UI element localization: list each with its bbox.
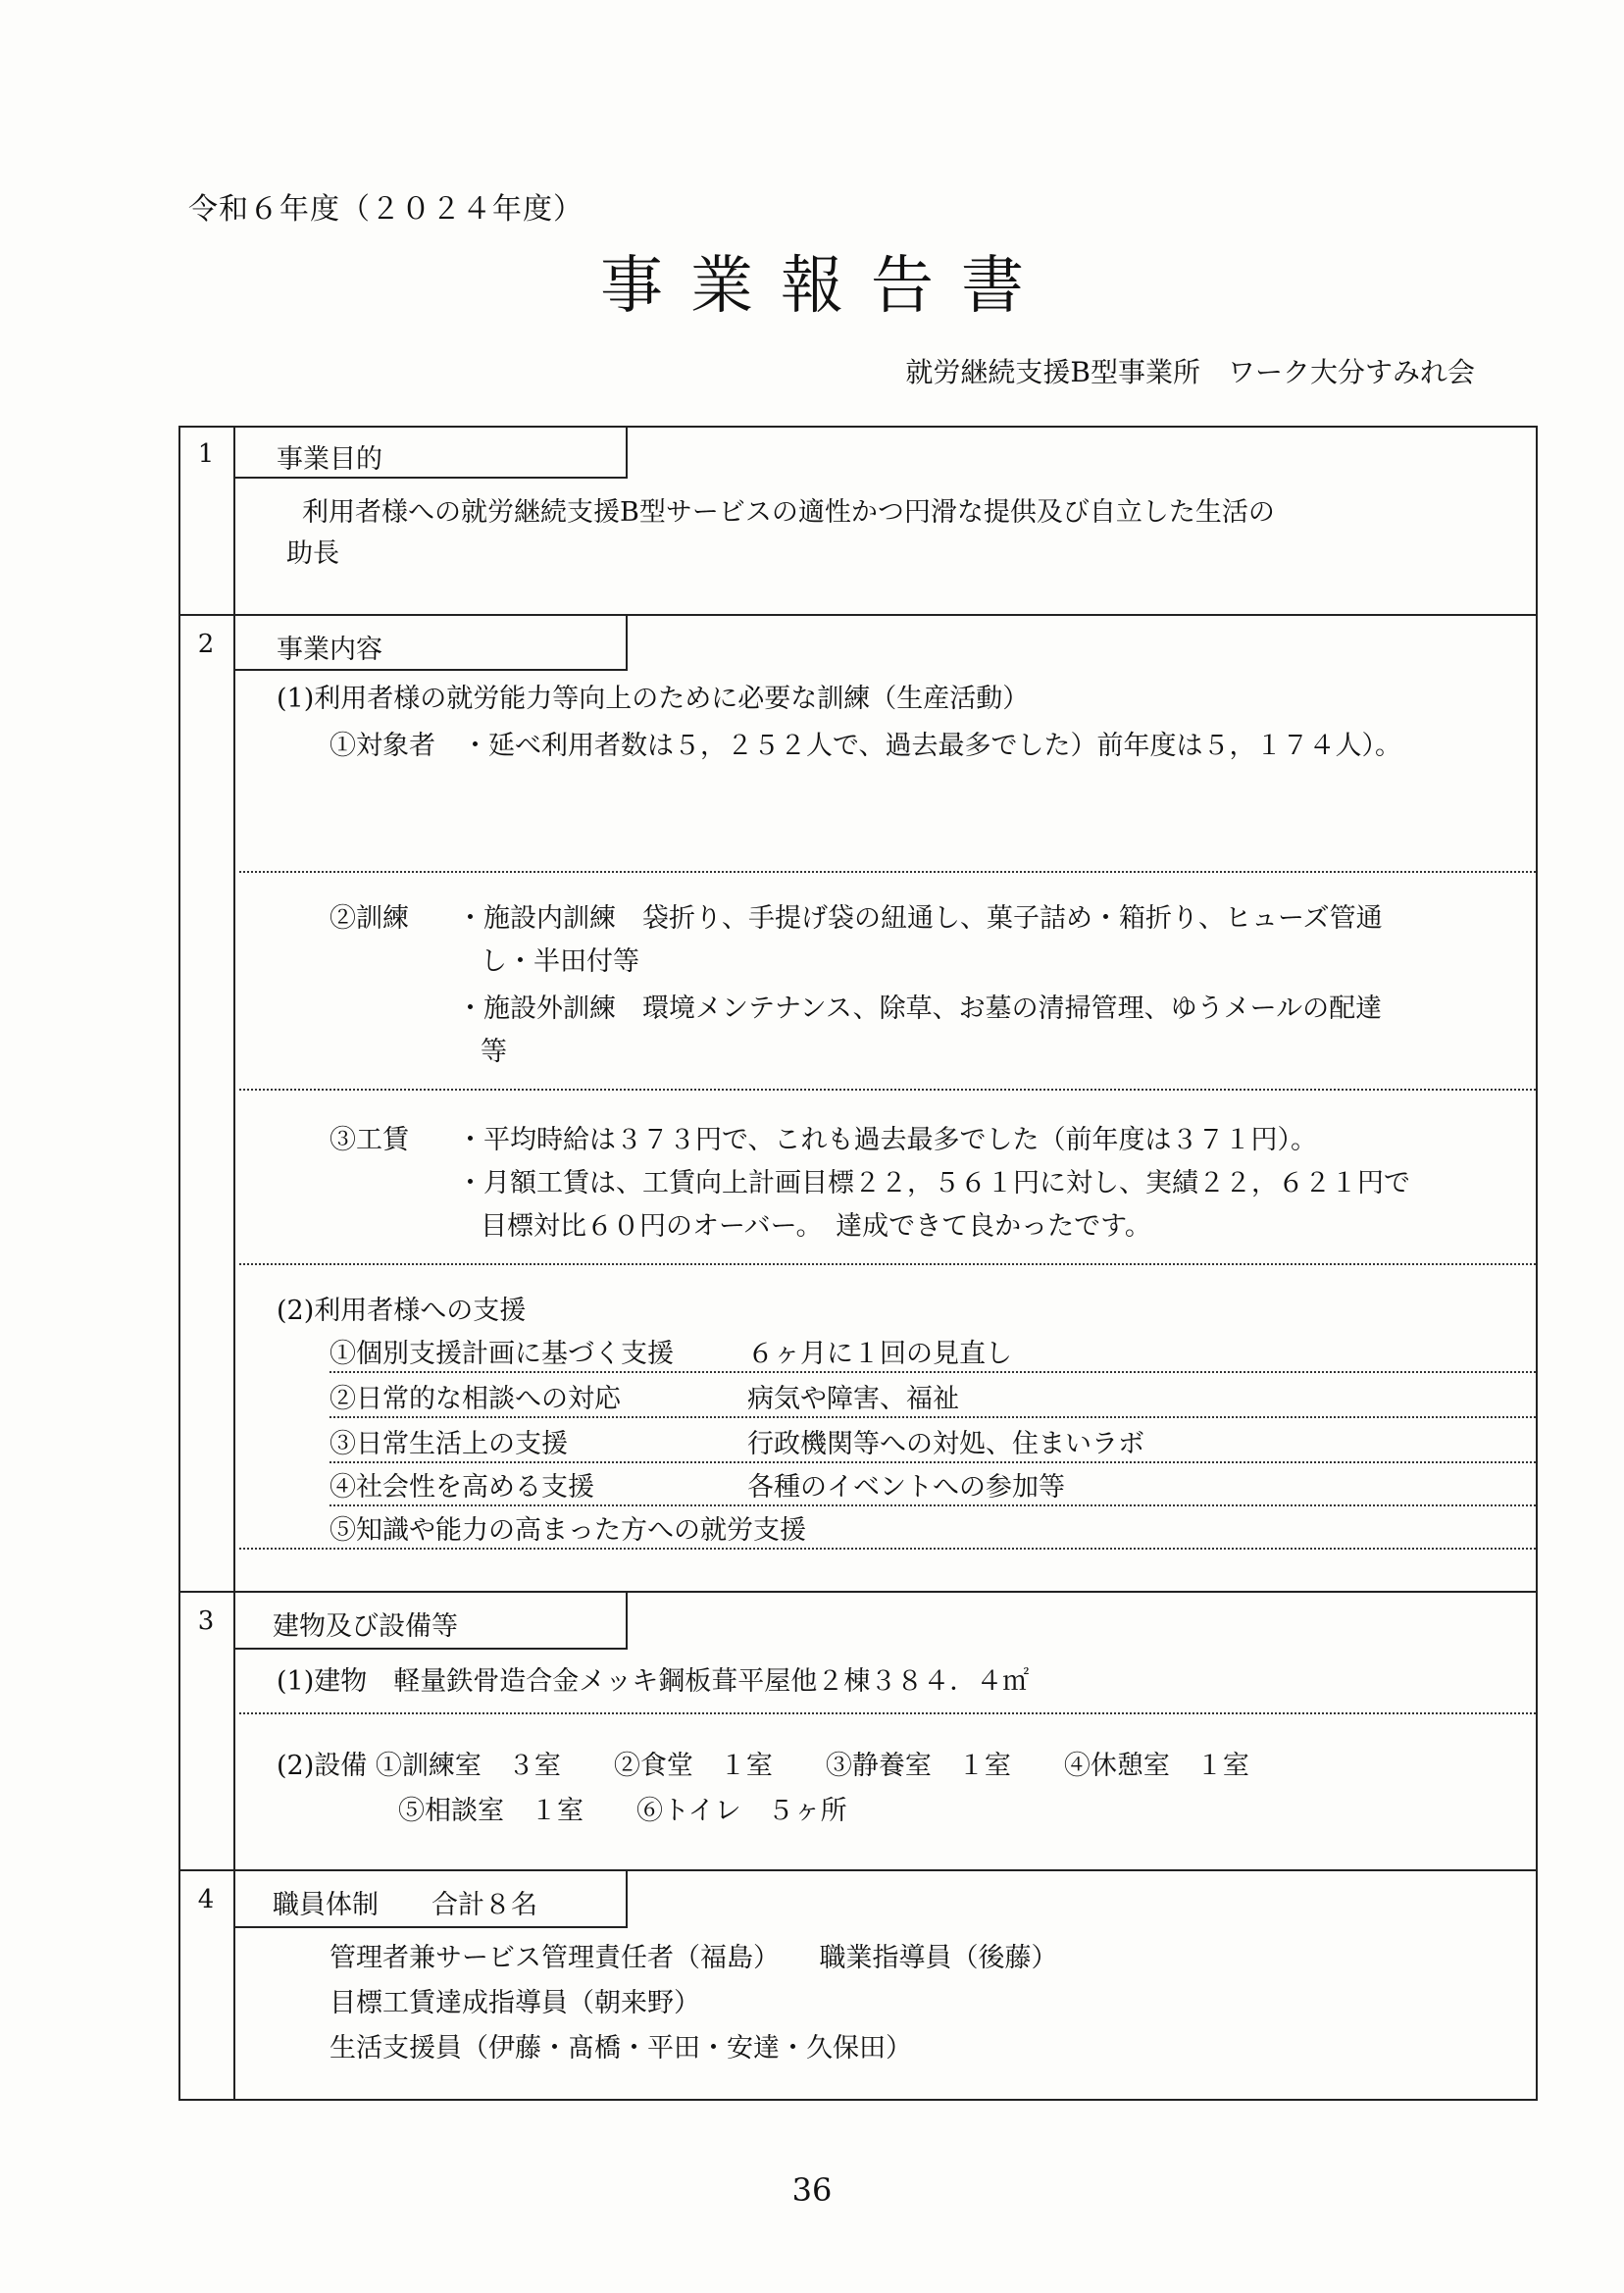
purpose-line: 助長 (286, 538, 339, 569)
dotted-divider (330, 1461, 1536, 1463)
support-detail: 行政機関等への対処、住まいラボ (747, 1429, 1144, 1459)
section-number: 3 (197, 1606, 215, 1636)
training-line: ・施設内訓練 袋折り、手提げ袋の紐通し、菓子詰め・箱折り、ヒューズ管通 (457, 903, 1383, 934)
support-label: ④社会性を高める支援 (330, 1472, 594, 1503)
training-line: ・施設外訓練 環境メンテナンス、除草、お墓の清掃管理、ゆうメールの配達 (457, 994, 1383, 1024)
section-heading: 建物及び設備等 (273, 1611, 458, 1642)
section-heading: 事業目的 (277, 444, 382, 475)
training-label: ②訓練 (330, 903, 409, 934)
support-detail: ６ヶ月に１回の見直し (747, 1339, 1012, 1369)
dotted-divider (330, 1371, 1536, 1373)
support-label: ⑤知識や能力の高まった方への就労支援 (330, 1515, 806, 1546)
target-users-line: ①対象者 ・延べ利用者数は５，２５２人で、過去最多でした）前年度は５，１７４人）。 (330, 731, 1401, 761)
page-number: 36 (791, 2171, 833, 2209)
dotted-divider (239, 871, 1536, 873)
training-line: 等 (481, 1037, 507, 1067)
report-title: 事業報告書 (600, 250, 1051, 323)
support-detail: 病気や障害、福祉 (747, 1384, 959, 1414)
dotted-divider (330, 1504, 1536, 1506)
wage-line: ・平均時給は３７３円で、これも過去最多でした（前年度は３７１円）。 (457, 1125, 1317, 1155)
wage-label: ③工賃 (330, 1125, 409, 1155)
section-heading: 職員体制 合計８名 (273, 1890, 537, 1920)
section-heading: 事業内容 (277, 635, 382, 665)
building-line: (1)建物 軽量鉄骨造合金メッキ鋼板葺平屋他２棟３８４．４㎡ (277, 1666, 1030, 1697)
support-detail: 各種のイベントへの参加等 (747, 1472, 1065, 1503)
organization-name: 就労継続支援B型事業所 ワーク大分すみれ会 (905, 356, 1475, 388)
section-number: 4 (197, 1885, 215, 1914)
staff-line: 生活支援員（伊藤・髙橋・平田・安達・久保田） (330, 2033, 912, 2064)
item-title: (1)利用者様の就労能力等向上のために必要な訓練（生産活動） (277, 684, 1030, 714)
equipment-line: (2)設備 ①訓練室 ３室 ②食堂 １室 ③静養室 １室 ④休憩室 １室 (277, 1751, 1249, 1781)
dotted-divider (239, 1712, 1536, 1714)
staff-line: 管理者兼サービス管理責任者（福島） 職業指導員（後藤） (330, 1943, 1058, 1973)
wage-line: 目標対比６０円のオーバー。 達成できて良かったです。 (481, 1211, 1151, 1242)
wage-line: ・月額工賃は、工賃向上計画目標２２，５６１円に対し、実績２２，６２１円で (457, 1168, 1410, 1198)
support-label: ③日常生活上の支援 (330, 1429, 568, 1459)
fiscal-year-label: 令和６年度（２０２４年度） (188, 192, 584, 227)
support-label: ②日常的な相談への対応 (330, 1384, 621, 1414)
section-number: 1 (197, 439, 215, 469)
equipment-line: ⑤相談室 １室 ⑥トイレ ５ヶ所 (398, 1796, 847, 1826)
staff-line: 目標工賃達成指導員（朝来野） (330, 1988, 700, 2018)
support-label: ①個別支援計画に基づく支援 (330, 1339, 674, 1369)
dotted-divider (239, 1089, 1536, 1091)
section-number: 2 (197, 630, 215, 659)
dotted-divider (239, 1548, 1536, 1550)
purpose-line: 利用者様への就労継続支援B型サービスの適性かつ円滑な提供及び自立した生活の (302, 497, 1275, 528)
item-title: (2)利用者様への支援 (277, 1296, 527, 1326)
training-line: し・半田付等 (481, 946, 639, 977)
column-divider (233, 426, 235, 2101)
dotted-divider (330, 1416, 1536, 1418)
dotted-divider (239, 1263, 1536, 1265)
